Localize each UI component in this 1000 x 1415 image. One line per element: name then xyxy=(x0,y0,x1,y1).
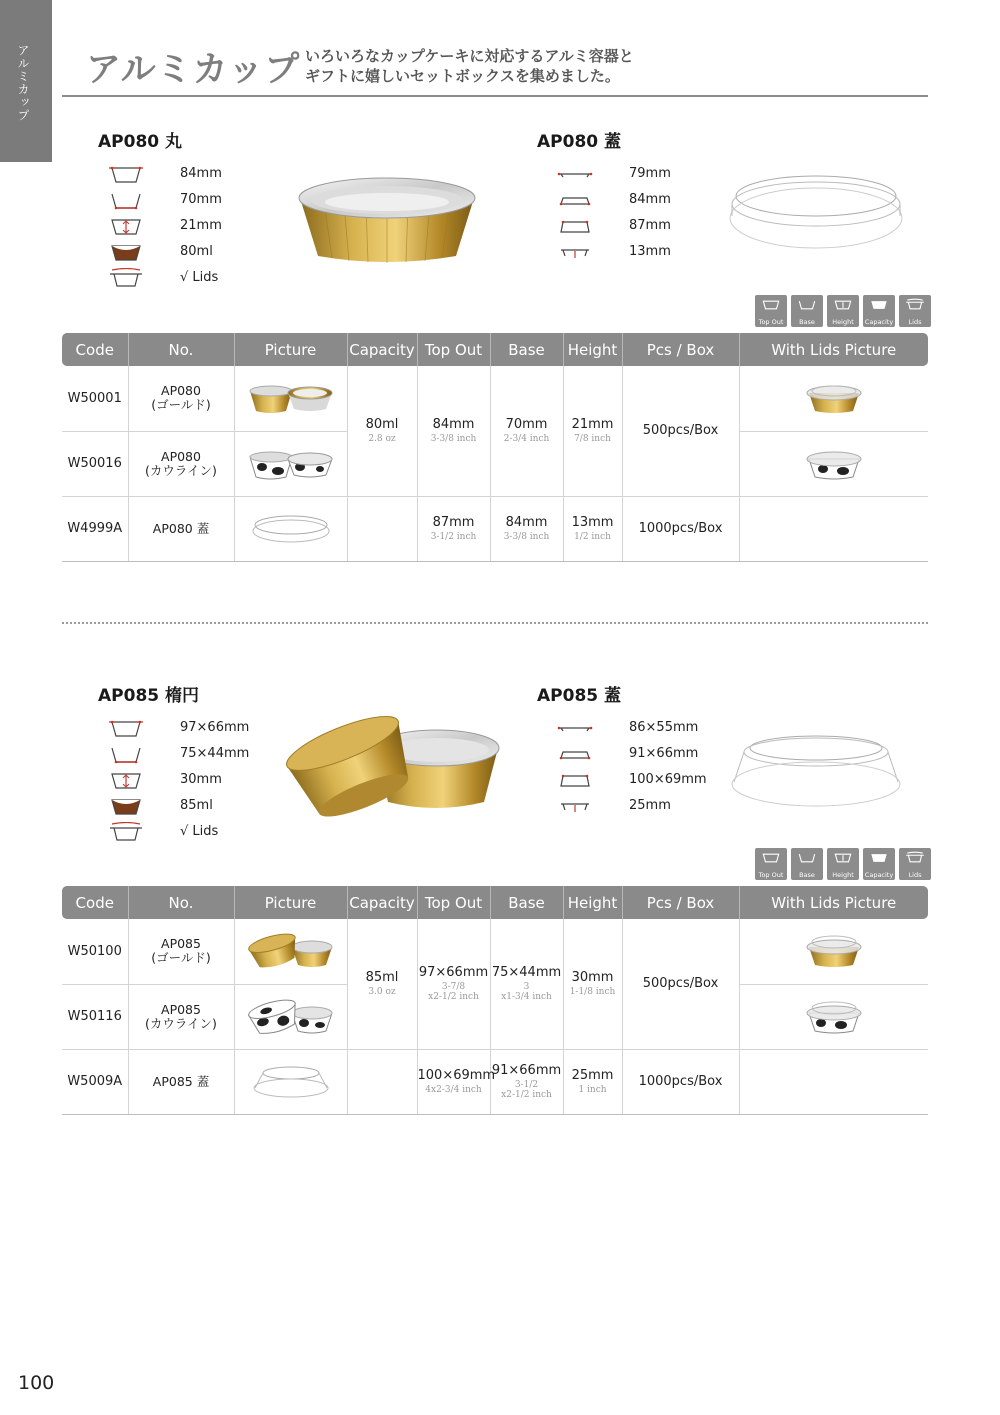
col-no: No. xyxy=(128,333,234,366)
spec-base xyxy=(106,188,266,210)
col-top-out: Top Out xyxy=(417,886,490,919)
spec-capacity xyxy=(106,794,276,816)
no-line-2: (カウライン) xyxy=(145,462,217,478)
cell-no xyxy=(128,431,234,496)
table-row xyxy=(62,366,928,431)
cell-no xyxy=(128,496,234,561)
cell-height xyxy=(563,1049,622,1114)
lids-icon xyxy=(106,822,146,844)
no-line-1: AP085 xyxy=(161,1001,201,1017)
spec-value: √ Lids xyxy=(180,823,219,839)
col-pcs: Pcs / Box xyxy=(622,886,739,919)
cell-height xyxy=(563,496,622,561)
capacity-value: 85ml xyxy=(365,970,399,986)
cow-oval-cup-thumbnail xyxy=(248,997,334,1037)
height-sub: 7/8 inch xyxy=(574,434,611,445)
cell-code xyxy=(62,431,128,496)
top-out-sub: 3-3/8 inch xyxy=(430,434,477,445)
legend-label: Base xyxy=(799,871,815,879)
table-row-lid xyxy=(62,1049,928,1114)
lid-spec-value: 25mm xyxy=(629,797,671,813)
cell-lids-picture xyxy=(739,366,928,431)
top-out-value: 84mm xyxy=(432,417,475,433)
lid-spec-value: 91×66mm xyxy=(629,745,699,761)
lid-spec-1 xyxy=(555,716,725,738)
pcs-value: 1000pcs/Box xyxy=(638,1074,723,1089)
side-tab xyxy=(0,0,52,162)
legend-height xyxy=(827,848,859,880)
cell-capacity-empty xyxy=(347,496,417,561)
legend-label: Lids xyxy=(908,318,922,326)
cell-code xyxy=(62,1049,128,1114)
legend-label: Base xyxy=(799,318,815,326)
cell-picture xyxy=(234,984,347,1049)
cell-base xyxy=(490,366,563,496)
cell-picture xyxy=(234,431,347,496)
spec-value: 30mm xyxy=(180,771,222,787)
page-number: 100 xyxy=(18,1372,55,1394)
cell-picture xyxy=(234,1049,347,1114)
pcs-value: 500pcs/Box xyxy=(642,423,719,439)
spec-value: 97×66mm xyxy=(180,719,250,735)
lid-spec-value: 87mm xyxy=(629,217,671,233)
spec-lids xyxy=(106,266,266,288)
cell-pcs xyxy=(622,366,739,496)
cell-code xyxy=(62,496,128,561)
capacity-sub: 2.8 oz xyxy=(368,434,396,445)
lid-spec-value: 79mm xyxy=(629,165,671,181)
spec-value: 84mm xyxy=(180,165,222,181)
col-picture: Picture xyxy=(234,333,347,366)
table-header-row xyxy=(62,333,928,366)
table-row xyxy=(62,919,928,984)
cell-capacity-empty xyxy=(347,1049,417,1114)
spec-value: 85ml xyxy=(180,797,213,813)
no-line-2: (ゴールド) xyxy=(151,397,211,413)
cell-capacity xyxy=(347,919,417,1049)
legend-lids xyxy=(899,848,931,880)
lid-height-icon xyxy=(555,796,595,818)
cow-cup-with-lid-thumbnail xyxy=(803,447,865,481)
cow-cup-thumbnail xyxy=(248,447,334,481)
spec-height xyxy=(106,214,266,236)
legend-height xyxy=(827,295,859,327)
table-header-row xyxy=(62,886,928,919)
lid-height-icon xyxy=(555,242,595,264)
legend-label: Height xyxy=(832,318,854,326)
legend-base xyxy=(791,295,823,327)
cell-no xyxy=(128,919,234,984)
subtitle-line-1: いろいろなカップケーキに対応するアルミ容器と xyxy=(305,47,634,65)
col-top-out: Top Out xyxy=(417,333,490,366)
top-out-sub: x2-1/2 inch xyxy=(428,992,479,1003)
top-out-value: 97×66mm xyxy=(418,965,489,981)
cell-pcs xyxy=(622,496,739,561)
cell-code xyxy=(62,919,128,984)
height-value: 25mm xyxy=(571,1068,614,1083)
col-lids-picture: With Lids Picture xyxy=(739,333,928,366)
spec-capacity xyxy=(106,240,266,262)
capacity-sub: 3.0 oz xyxy=(368,987,396,998)
code-text: W50001 xyxy=(67,390,122,406)
top-out-sub: 4x2-3/4 inch xyxy=(425,1085,482,1095)
icon-legend xyxy=(755,295,931,327)
header-divider xyxy=(62,95,928,97)
cell-pcs xyxy=(622,1049,739,1114)
cup-title-ap080: AP080 丸 xyxy=(98,132,183,152)
top-out-value: 100×69mm xyxy=(417,1068,496,1083)
cell-top-out xyxy=(417,496,490,561)
pcs-value: 500pcs/Box xyxy=(642,976,719,992)
cell-top-out xyxy=(417,1049,496,1114)
legend-top-out xyxy=(755,295,787,327)
code-text: W50016 xyxy=(67,456,122,471)
base-sub: 3-3/8 inch xyxy=(503,532,550,542)
base-sub: x2-1/2 inch xyxy=(501,1090,552,1100)
lid-title-ap080: AP080 蓋 xyxy=(537,132,622,152)
base-icon xyxy=(106,190,146,212)
col-lids-picture: With Lids Picture xyxy=(739,886,928,919)
col-base: Base xyxy=(490,333,563,366)
spec-top-out xyxy=(106,716,276,738)
height-sub: 1-1/8 inch xyxy=(569,987,616,998)
col-code: Code xyxy=(62,886,128,919)
cell-lids-picture-empty xyxy=(739,496,928,561)
height-value: 30mm xyxy=(571,970,614,986)
col-height: Height xyxy=(563,886,622,919)
spec-value: 21mm xyxy=(180,217,222,233)
cell-height xyxy=(563,366,622,496)
lids-icon xyxy=(106,268,146,290)
lid-thumbnail xyxy=(251,512,331,546)
table-row-lid xyxy=(62,496,928,561)
legend-label: Height xyxy=(832,871,854,879)
base-sub: 3 xyxy=(523,982,530,993)
cell-no xyxy=(128,984,234,1049)
ap085-gold-cup-image xyxy=(280,702,504,820)
no-line-2: (ゴールド) xyxy=(151,950,211,966)
ap085-lid-image xyxy=(728,732,904,812)
height-icon xyxy=(106,216,146,238)
height-value: 13mm xyxy=(571,515,614,530)
lid-top-icon xyxy=(555,718,595,740)
cell-no xyxy=(128,366,234,431)
lid-spec-2 xyxy=(555,742,725,764)
base-sub: x1-3/4 inch xyxy=(501,992,552,1003)
col-code: Code xyxy=(62,333,128,366)
lid-base-icon xyxy=(555,744,595,766)
lid-spec-value: 100×69mm xyxy=(629,771,707,787)
cell-top-out xyxy=(417,919,490,1049)
legend-base xyxy=(791,848,823,880)
legend-label: Top Out xyxy=(758,871,784,879)
lid-spec-4 xyxy=(555,240,715,262)
lid-spec-2 xyxy=(555,188,715,210)
col-picture: Picture xyxy=(234,886,347,919)
col-capacity: Capacity xyxy=(347,886,417,919)
height-icon xyxy=(106,770,146,792)
base-sub: 3-1/2 xyxy=(514,1080,539,1090)
code-text: W4999A xyxy=(67,521,123,536)
spec-value: 70mm xyxy=(180,191,222,207)
lid-spec-value: 13mm xyxy=(629,243,671,259)
cell-capacity xyxy=(347,366,417,496)
col-capacity: Capacity xyxy=(347,333,417,366)
legend-top-out xyxy=(755,848,787,880)
lid-spec-3 xyxy=(555,214,715,236)
cell-picture xyxy=(234,496,347,561)
lid-base-icon xyxy=(555,190,595,212)
capacity-value: 80ml xyxy=(365,417,399,433)
base-value: 84mm xyxy=(505,515,548,530)
lid-outer-icon xyxy=(555,216,595,238)
legend-label: Lids xyxy=(908,871,922,879)
top-out-icon xyxy=(106,718,146,740)
capacity-icon xyxy=(106,242,146,264)
height-value: 21mm xyxy=(571,417,614,433)
base-value: 91×66mm xyxy=(491,1063,562,1078)
no-text: AP085 蓋 xyxy=(152,1073,210,1089)
code-text: W50100 xyxy=(67,943,122,959)
col-height: Height xyxy=(563,333,622,366)
col-base: Base xyxy=(490,886,563,919)
top-out-sub: 3-1/2 inch xyxy=(430,532,477,542)
cell-code xyxy=(62,984,128,1049)
cell-picture xyxy=(234,919,347,984)
no-text: AP080 蓋 xyxy=(152,520,210,536)
spec-table-ap080 xyxy=(62,333,928,562)
gold-cup-thumbnail xyxy=(248,381,334,415)
top-out-icon xyxy=(106,164,146,186)
spec-lids xyxy=(106,820,276,842)
capacity-icon xyxy=(106,796,146,818)
code-text: W5009A xyxy=(67,1074,123,1089)
legend-label: Top Out xyxy=(758,318,784,326)
lid-title-ap085: AP085 蓋 xyxy=(537,686,622,706)
cell-top-out xyxy=(417,366,490,496)
cell-base xyxy=(490,496,563,561)
spec-value: 80ml xyxy=(180,243,213,259)
lid-outer-icon xyxy=(555,770,595,792)
no-line-1: AP080 xyxy=(161,448,201,464)
height-sub: 1/2 inch xyxy=(574,532,611,542)
no-line-2: (カウライン) xyxy=(145,1015,217,1031)
oval-lid-thumbnail xyxy=(251,1064,331,1100)
lid-spec-value: 86×55mm xyxy=(629,719,699,735)
cell-lids-picture xyxy=(739,984,928,1049)
cell-picture xyxy=(234,366,347,431)
subtitle-line-2: ギフトに嬉しいセットボックスを集めました。 xyxy=(305,67,620,85)
cow-oval-cup-with-lid-thumbnail xyxy=(803,997,865,1037)
lid-top-icon xyxy=(555,164,595,186)
spec-top-out xyxy=(106,162,266,184)
cell-lids-picture-empty xyxy=(739,1049,928,1114)
side-tab-label: アルミカップ xyxy=(16,44,30,122)
col-pcs: Pcs / Box xyxy=(622,333,739,366)
spec-table-ap085 xyxy=(62,886,928,1115)
cup-title-ap085: AP085 楕円 xyxy=(98,686,200,706)
page-title: アルミカップ xyxy=(86,50,301,90)
legend-capacity xyxy=(863,295,895,327)
code-text: W50116 xyxy=(67,1009,122,1024)
cell-code xyxy=(62,366,128,431)
lid-spec-value: 84mm xyxy=(629,191,671,207)
base-sub: 2-3/4 inch xyxy=(503,434,550,445)
section-divider xyxy=(62,622,928,624)
icon-legend xyxy=(755,848,931,880)
ap080-lid-image xyxy=(728,170,904,254)
cell-lids-picture xyxy=(739,919,928,984)
lid-spec-4 xyxy=(555,794,725,816)
cell-height xyxy=(563,919,622,1049)
cell-base xyxy=(490,919,563,1049)
spec-value: 75×44mm xyxy=(180,745,250,761)
gold-oval-cup-with-lid-thumbnail xyxy=(803,931,865,971)
page-subtitle xyxy=(305,46,634,86)
legend-lids xyxy=(899,295,931,327)
base-icon xyxy=(106,744,146,766)
spec-base xyxy=(106,742,276,764)
top-out-sub: 3-7/8 xyxy=(441,982,466,993)
cell-base xyxy=(490,1049,563,1114)
cell-pcs xyxy=(622,919,739,1049)
gold-oval-cup-thumbnail xyxy=(248,931,334,971)
base-value: 75×44mm xyxy=(491,965,562,981)
gold-cup-with-lid-thumbnail xyxy=(803,381,865,415)
lid-spec-3 xyxy=(555,768,725,790)
base-value: 70mm xyxy=(505,417,548,433)
height-sub: 1 inch xyxy=(578,1085,607,1095)
legend-label: Capacity xyxy=(864,318,894,326)
col-no: No. xyxy=(128,886,234,919)
legend-label: Capacity xyxy=(864,871,894,879)
cell-lids-picture xyxy=(739,431,928,496)
ap080-gold-cup-image xyxy=(294,172,480,264)
top-out-value: 87mm xyxy=(432,515,475,530)
cell-no xyxy=(128,1049,234,1114)
no-line-1: AP080 xyxy=(161,383,201,399)
no-line-1: AP085 xyxy=(161,936,201,952)
spec-height xyxy=(106,768,276,790)
lid-spec-1 xyxy=(555,162,715,184)
legend-capacity xyxy=(863,848,895,880)
spec-value: √ Lids xyxy=(180,269,219,285)
pcs-value: 1000pcs/Box xyxy=(638,521,723,536)
